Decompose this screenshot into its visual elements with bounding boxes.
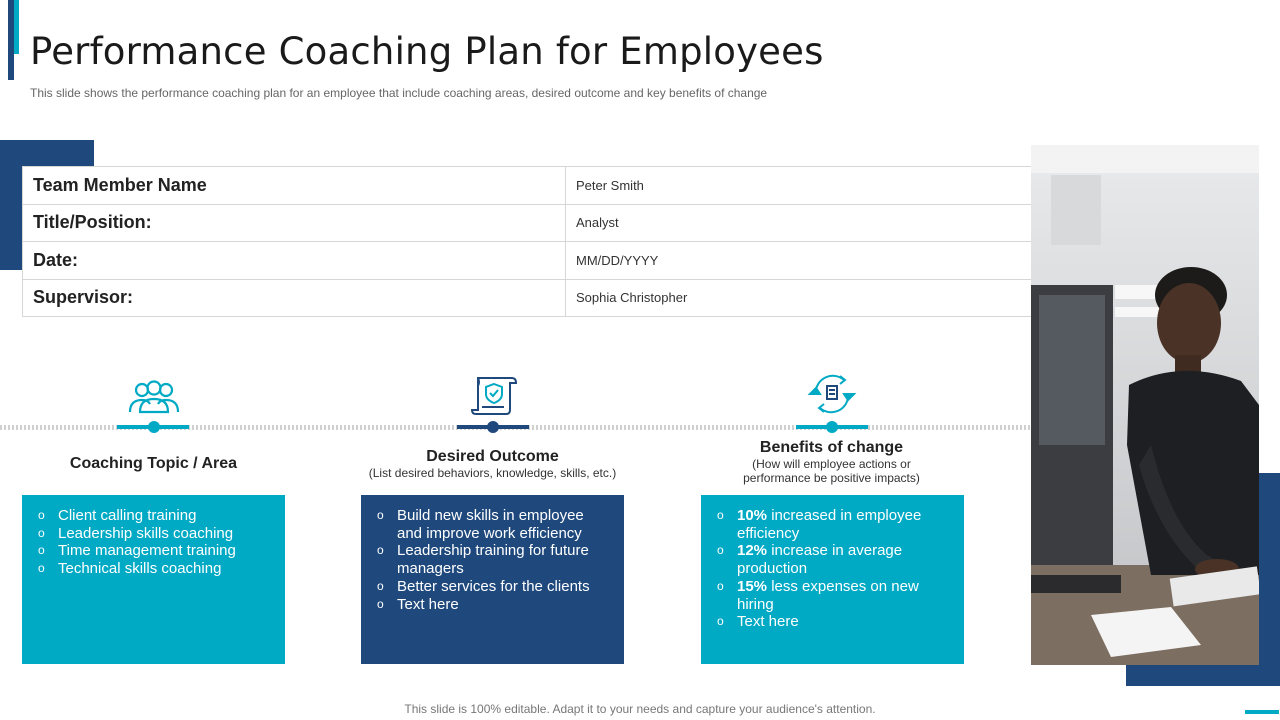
row-label: Supervisor: bbox=[23, 279, 566, 317]
desired-outcome-box bbox=[361, 495, 624, 664]
slide-subtitle: This slide shows the performance coaching plan for an employee that include coaching areas, desired outcome and key benefits of change bbox=[30, 86, 768, 100]
column-heading: Desired Outcome bbox=[426, 448, 559, 465]
marker-dot bbox=[487, 421, 499, 433]
certificate-scroll-icon bbox=[466, 374, 522, 418]
coaching-topic-list bbox=[38, 507, 271, 578]
list-item bbox=[717, 613, 950, 631]
row-label: Date: bbox=[23, 242, 566, 280]
column-heading: Coaching Topic / Area bbox=[69, 455, 238, 472]
list-item: o Better services for the clients bbox=[377, 578, 610, 596]
list-item: o Text here bbox=[377, 596, 610, 614]
change-cycle-icon bbox=[804, 372, 860, 416]
list-item: o Time management training bbox=[38, 542, 271, 560]
table-row bbox=[23, 167, 1032, 205]
list-item: o Leadership skills coaching bbox=[38, 525, 271, 543]
column-heading-desired-outcome bbox=[361, 448, 624, 480]
slide-title: Performance Coaching Plan for Employees bbox=[30, 30, 824, 73]
employee-info-table bbox=[22, 166, 1032, 317]
marker-dot bbox=[148, 421, 160, 433]
coaching-topic-box bbox=[22, 495, 285, 664]
column-subheading: (How will employee actions or performance be positive impacts) bbox=[743, 457, 920, 485]
marker-dot bbox=[826, 421, 838, 433]
corner-accent-bar bbox=[1245, 710, 1279, 714]
benefits-list bbox=[717, 507, 950, 631]
desired-outcome-list bbox=[377, 507, 610, 613]
row-value: Peter Smith bbox=[566, 167, 1032, 205]
slide-footer: This slide is 100% editable. Adapt it to your needs and capture your audience's attention. bbox=[404, 702, 876, 716]
table-row bbox=[23, 242, 1032, 280]
table-row bbox=[23, 204, 1032, 242]
list-item bbox=[717, 578, 950, 613]
benefit-text: less expenses on new hiring bbox=[737, 577, 919, 613]
column-heading-coaching-topic bbox=[22, 455, 285, 473]
title-accent-bar-secondary bbox=[14, 0, 19, 54]
benefit-percent: 10% bbox=[737, 507, 768, 524]
benefit-text: increase in average production bbox=[737, 542, 903, 578]
benefits-box bbox=[701, 495, 964, 664]
benefit-text: increased in employee efficiency bbox=[737, 507, 922, 542]
list-item: o Leadership training for future managers bbox=[377, 542, 610, 577]
row-label: Team Member Name bbox=[23, 167, 566, 205]
team-icon bbox=[126, 378, 182, 422]
list-item bbox=[717, 507, 950, 542]
list-item bbox=[717, 542, 950, 577]
column-subheading: (List desired behaviors, knowledge, skills, etc.) bbox=[368, 466, 617, 480]
row-label: Title/Position: bbox=[23, 204, 566, 242]
list-item: o Client calling training bbox=[38, 507, 271, 525]
row-value: Sophia Christopher bbox=[566, 279, 1032, 317]
row-value: MM/DD/YYYY bbox=[566, 242, 1032, 280]
benefit-percent: 15% bbox=[737, 577, 768, 595]
employee-photo bbox=[1031, 145, 1259, 665]
table-row bbox=[23, 279, 1032, 317]
benefit-percent: 12% bbox=[737, 542, 768, 560]
column-heading: Benefits of change bbox=[759, 439, 904, 456]
list-item: o Technical skills coaching bbox=[38, 560, 271, 578]
employee-at-desk-illustration bbox=[1031, 145, 1259, 665]
row-value: Analyst bbox=[566, 204, 1032, 242]
benefit-text: Text here bbox=[737, 613, 799, 631]
column-heading-benefits bbox=[700, 439, 963, 485]
list-item: o Build new skills in employee and improve work efficiency bbox=[377, 507, 610, 542]
